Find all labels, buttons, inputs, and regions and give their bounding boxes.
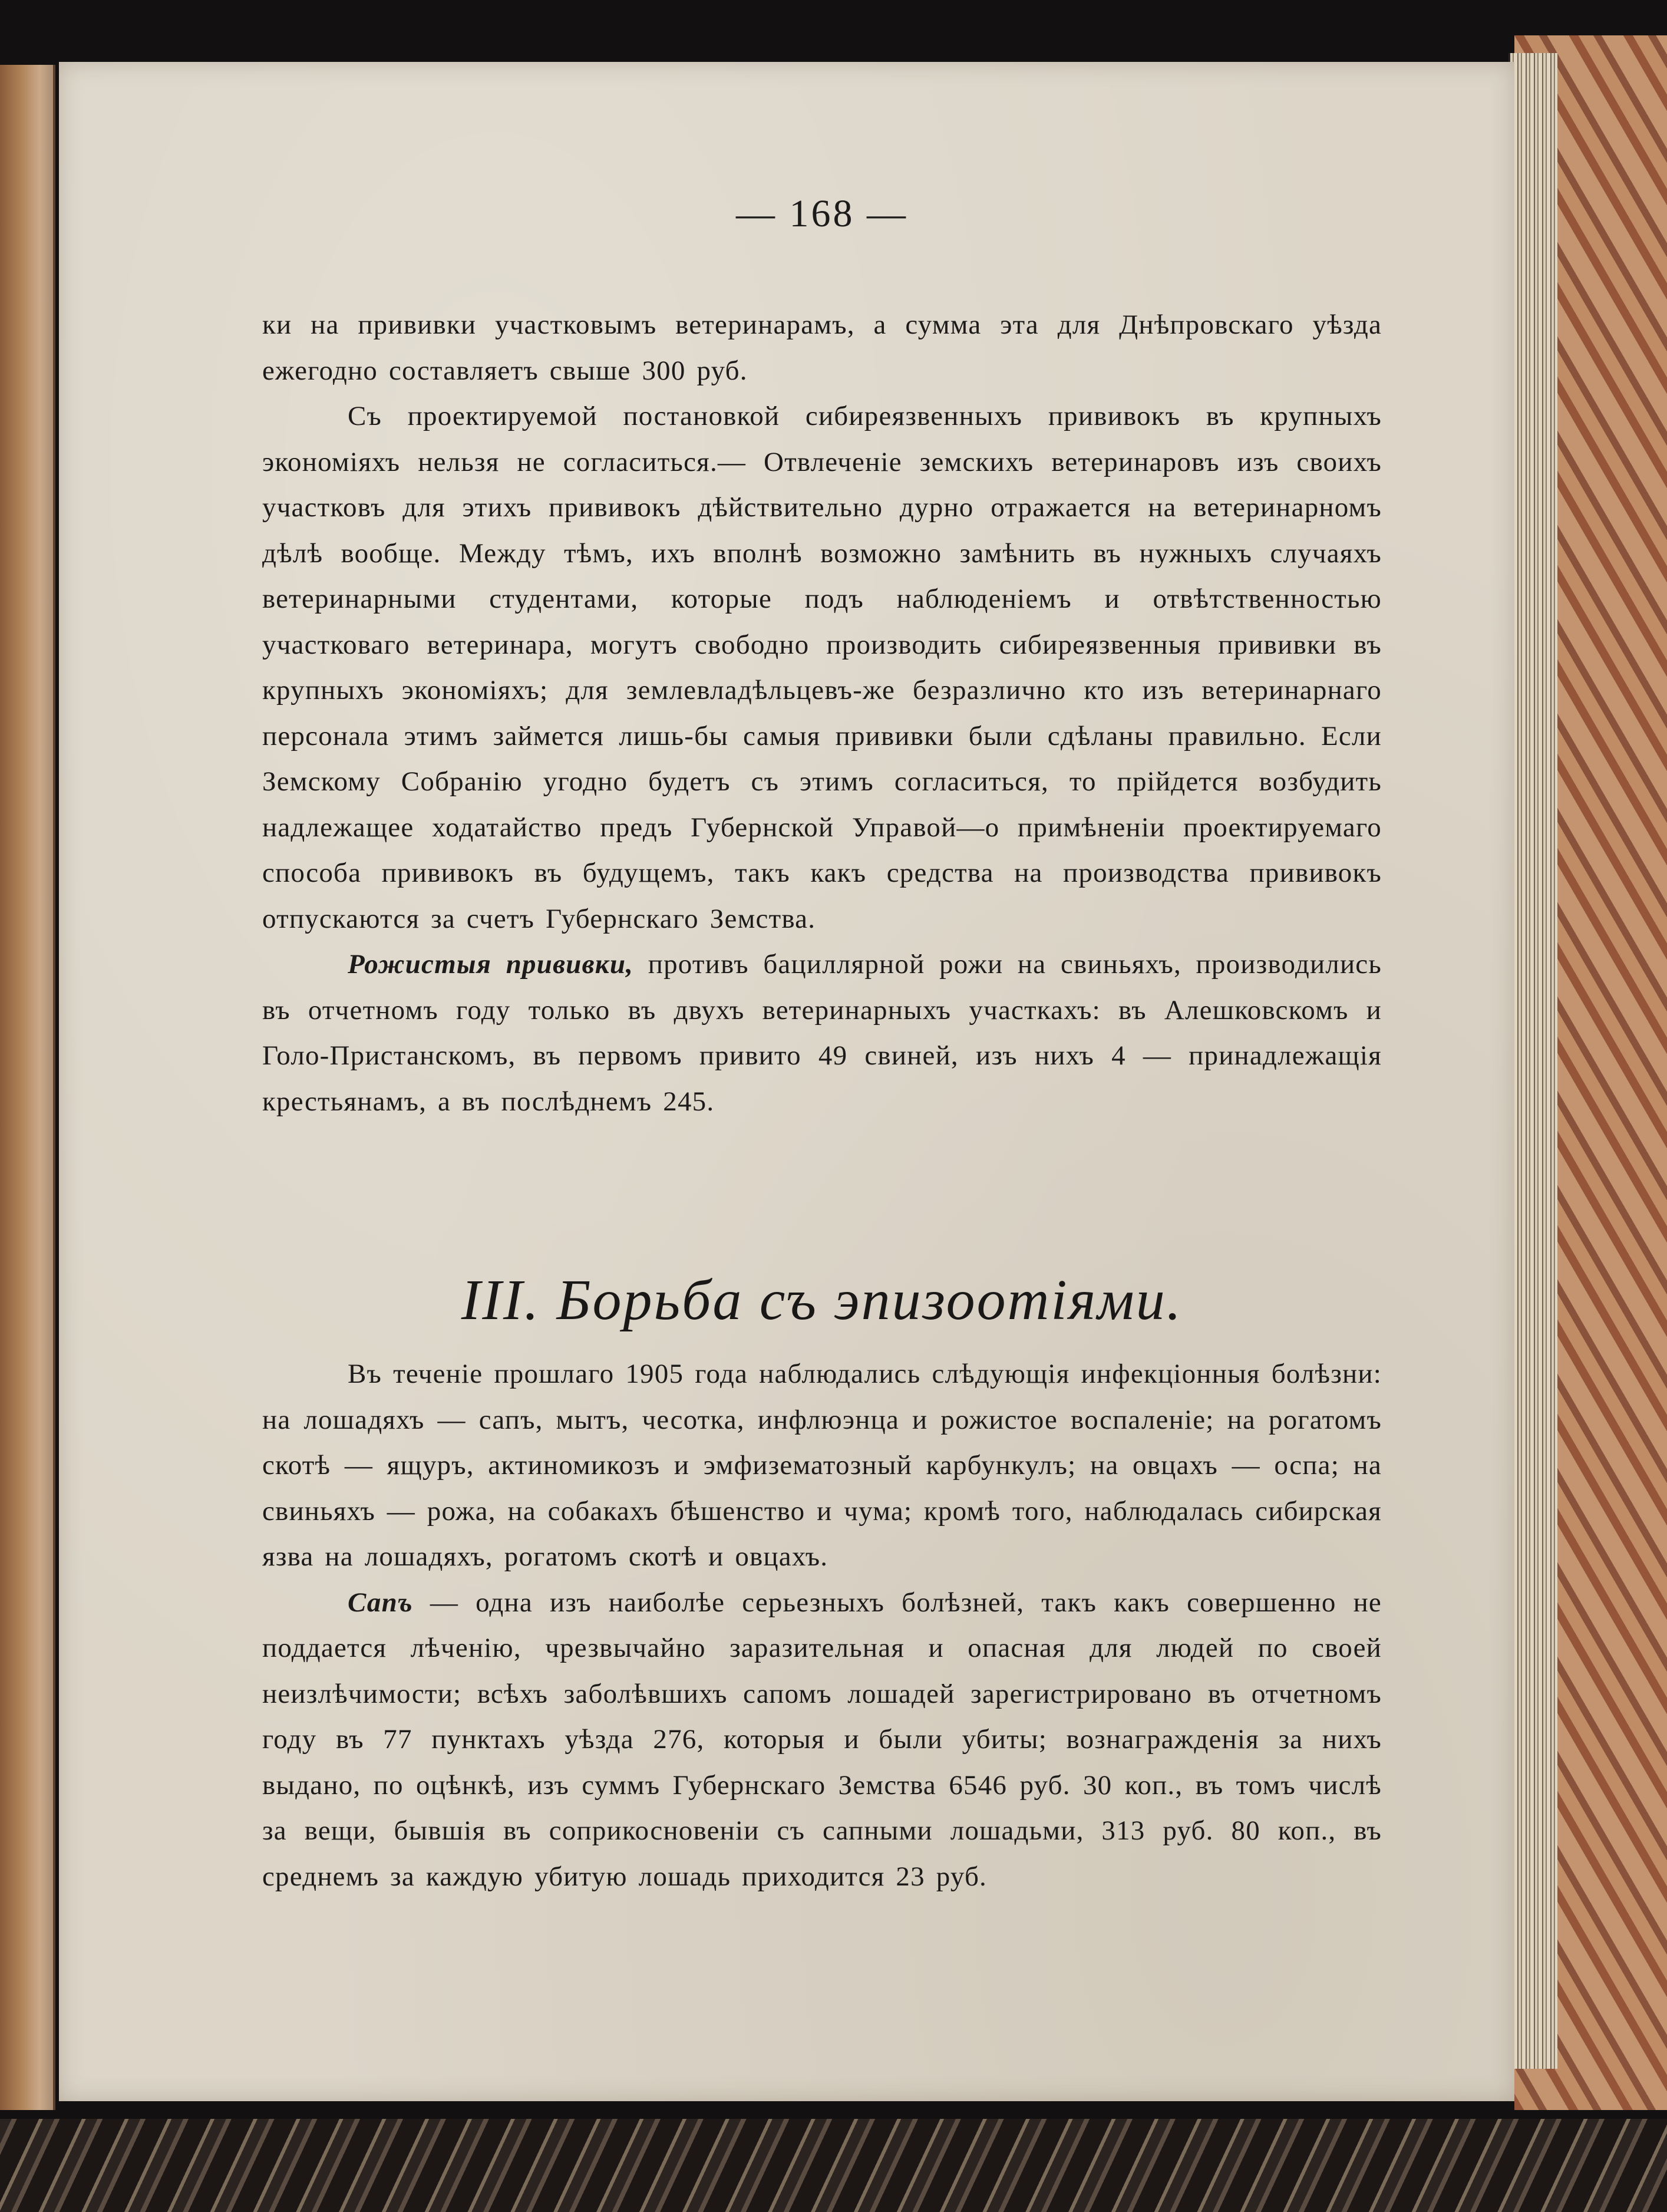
paragraph-text: противъ бациллярной рожи на свиньяхъ, производились въ отчетномъ году только въ двухъ ветеринарныхъ участкахъ: въ Алешковскомъ и Голо-Пристанскомъ, въ первомъ привито 49 свиней, изъ нихъ 4 — принадлежащія крестьянамъ, а въ послѣднемъ 245. — [262, 949, 1382, 1117]
paragraph — [262, 942, 1382, 1125]
paragraph-text: — одна изъ наиболѣе серьезныхъ болѣзней, такъ какъ совершенно не поддается лѣченію, чрезвычайно заразительная и опасная для людей по своей неизлѣчимости; всѣхъ заболѣвшихъ сапомъ лошадей зарегистрировано въ отчетномъ году въ 77 пунктахъ уѣзда 276, которыя и были убиты; вознагражденія за нихъ выдано, по оцѣнкѣ, изъ суммъ Губернскаго Земства 6546 руб. 30 коп., въ томъ числѣ за вещи, бывшія въ соприкосновеніи съ сапными лошадьми, 313 руб. 80 коп., въ среднемъ за каждую убитую лошадь приходится 23 руб. — [262, 1587, 1382, 1892]
book-page — [59, 62, 1514, 2101]
paragraph-text: Въ теченіе прошлаго 1905 года наблюдались слѣдующія инфекціонныя болѣзни: на лошадяхъ — сапъ, мытъ, чесотка, инфлюэнца и рожистое воспаленіе; на рогатомъ скотѣ — ящуръ, актиномикозъ и эмфизематозный карбункулъ; на овцахъ — оспа; на свиньяхъ — рожа, на собакахъ бѣшенство и чума; кромѣ того, наблюдалась сибирская язва на лошадяхъ, рогатомъ скотѣ и овцахъ. — [262, 1359, 1382, 1572]
paragraph — [262, 302, 1382, 394]
left-page-edge — [0, 65, 55, 2110]
paragraph-lead-rozhistyya-privivki: Рожистыя прививки, — [348, 949, 634, 980]
paragraph-text: ки на прививки участковымъ ветеринарамъ, а сумма эта для Днѣпровскаго уѣзда ежегодно составляетъ свыше 300 руб. — [262, 309, 1382, 386]
page-stack-edges — [1508, 53, 1557, 2069]
body-text-before-heading — [262, 302, 1382, 1125]
body-text-after-heading — [262, 1351, 1382, 1900]
book-bottom-edge — [0, 2119, 1667, 2212]
paragraph — [262, 1580, 1382, 1900]
section-heading: III. Борьба съ эпизоотіями. — [461, 1268, 1183, 1332]
page-number: — 168 — — [736, 192, 908, 235]
paragraph-lead-sap: Сапъ — [348, 1587, 413, 1618]
paragraph — [262, 394, 1382, 942]
paragraph — [262, 1351, 1382, 1580]
paragraph-text: Съ проектируемой постановкой сибиреязвенныхъ прививокъ въ крупныхъ экономіяхъ нельзя не согласиться.— Отвлеченіе земскихъ ветеринаровъ изъ своихъ участковъ для этихъ прививокъ дѣйствительно дурно отражается на ветеринарномъ дѣлѣ вообще. Между тѣмъ, ихъ вполнѣ возможно замѣнить въ нужныхъ случаяхъ ветеринарными студентами, которые подъ наблюденіемъ и отвѣтственностью участковаго ветеринара, могутъ свободно производить сибиреязвенныя прививки въ крупныхъ экономіяхъ; для землевладѣльцевъ-же безразлично кто изъ ветеринарнаго персонала этимъ займется лишь-бы самыя прививки были сдѣланы правильно. Если Земскому Собранію угодно будетъ съ этимъ согласиться, то прійдется возбудить надлежащее ходатайство предъ Губернской Управой—о примѣненіи проектируемаго способа прививокъ въ будущемъ, такъ какъ средства на производства прививокъ отпускаются за счетъ Губернскаго Земства. — [262, 401, 1382, 934]
